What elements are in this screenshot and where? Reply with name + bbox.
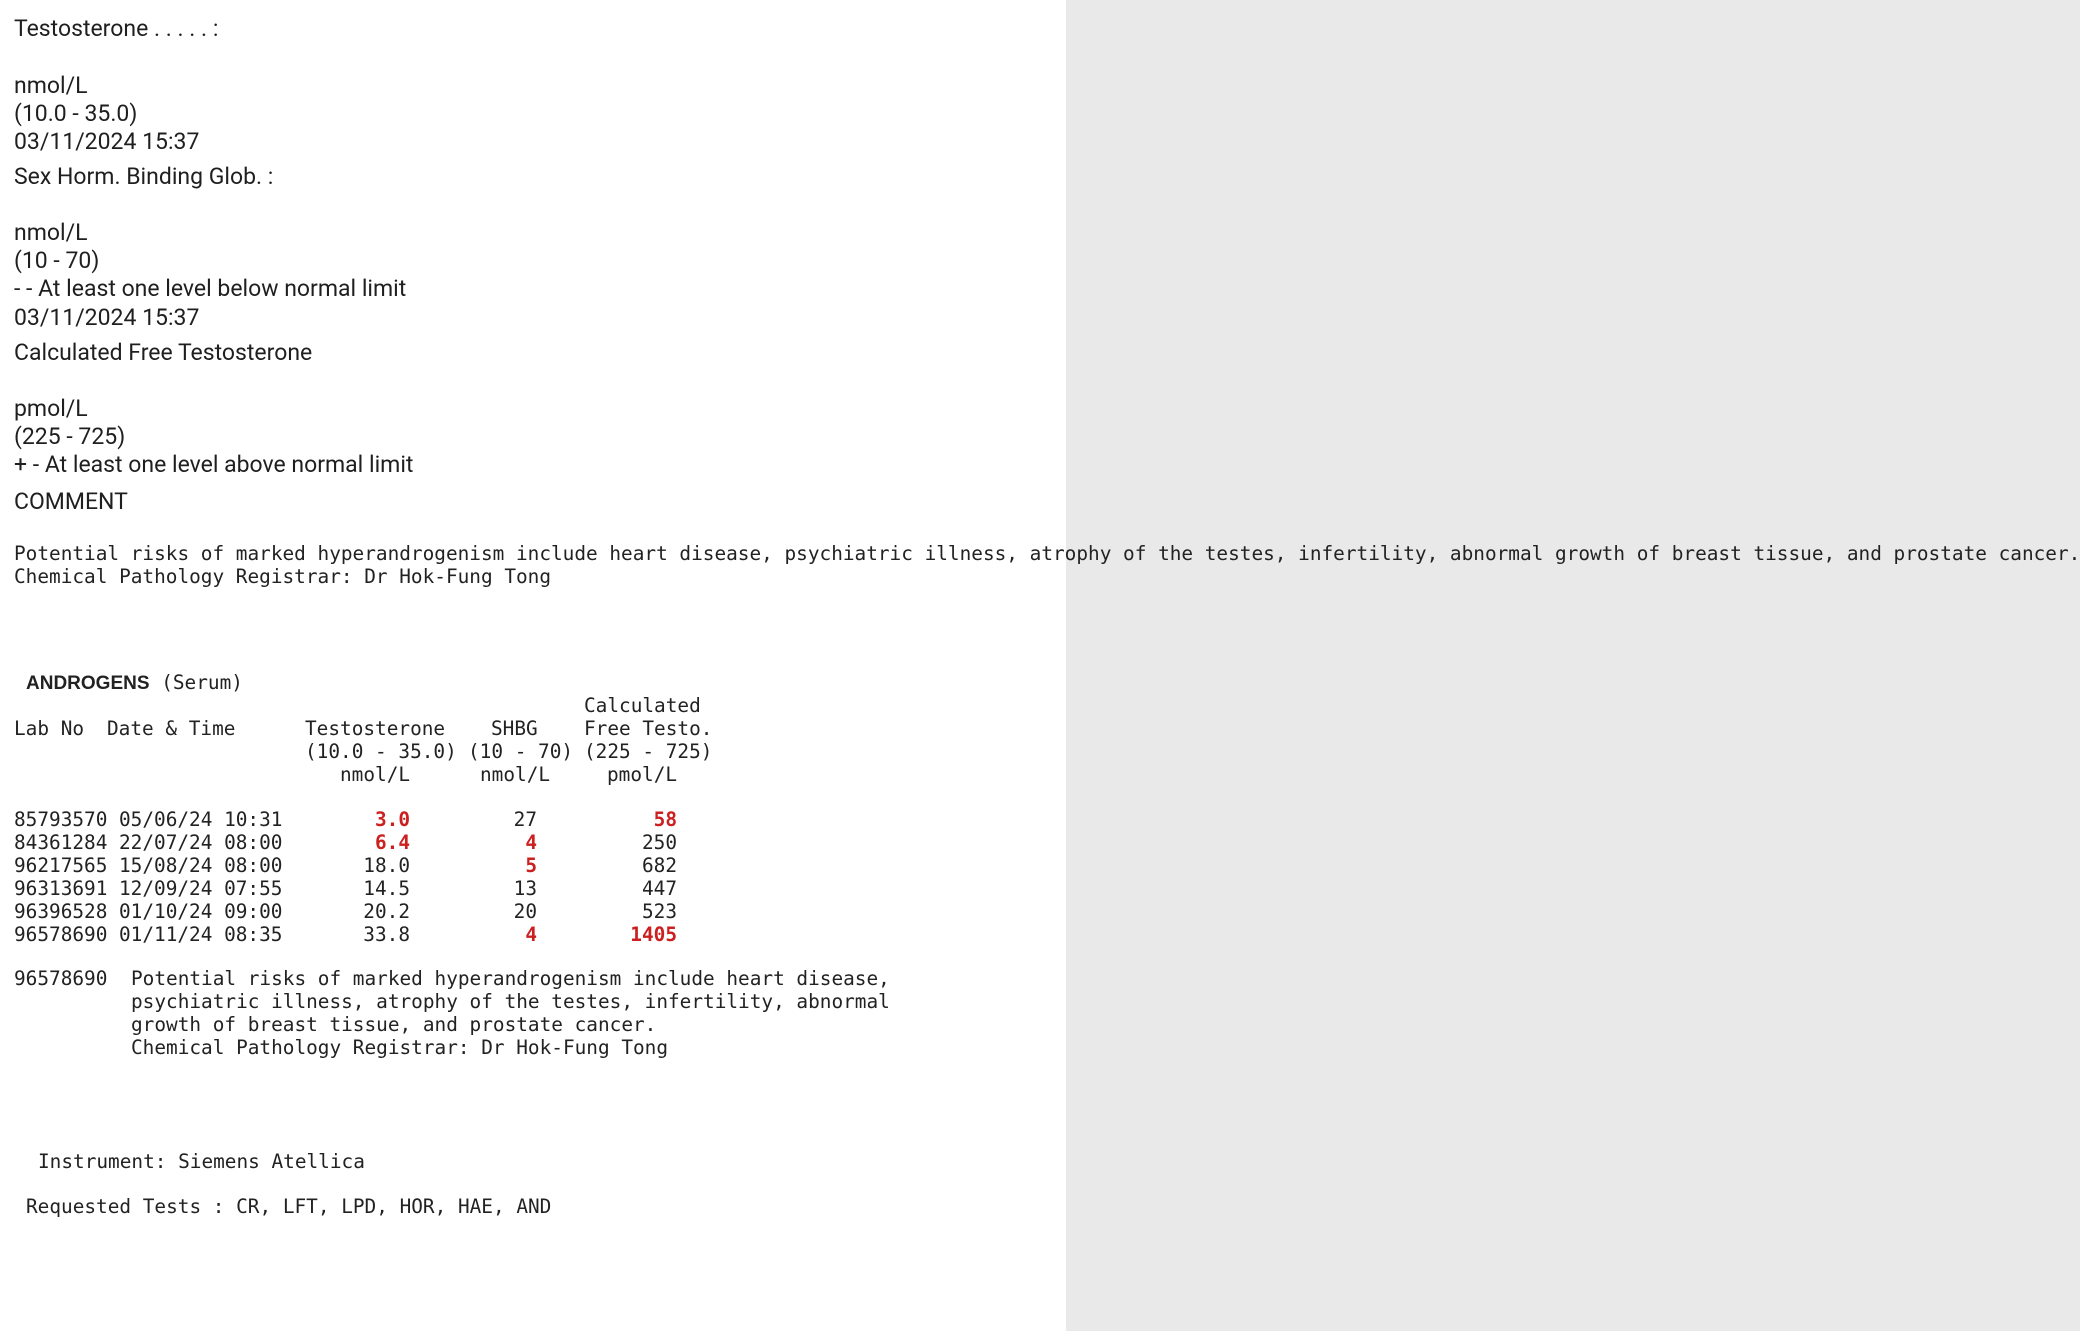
testosterone-unit: nmol/L	[14, 72, 88, 99]
row-testosterone-value: 14.5	[363, 877, 410, 900]
free-testosterone-range: (225 - 725)	[14, 423, 126, 450]
table-row	[0, 900, 1066, 923]
col-unit-shbg: nmol/L	[480, 763, 551, 786]
table-comment-line-3: growth of breast tissue, and prostate cancer.	[131, 1013, 657, 1036]
row-shbg-value: 20	[513, 900, 537, 923]
shbg-unit: nmol/L	[14, 219, 88, 246]
row-date-time: 01/10/24 09:00	[119, 900, 283, 923]
col-unit-testosterone: nmol/L	[340, 763, 411, 786]
row-testosterone-value: 20.2	[363, 900, 410, 923]
row-lab-no: 84361284	[14, 831, 108, 854]
row-free-testo-value: 682	[641, 854, 677, 877]
row-date-time: 22/07/24 08:00	[119, 831, 283, 854]
androgens-title-main: ANDROGENS	[26, 673, 150, 694]
row-testosterone-value: 3.0	[374, 808, 410, 831]
androgens-title	[26, 671, 243, 695]
comment-text: Potential risks of marked hyperandrogenism include heart disease, psychiatric illness, atrophy of the testes, infertility, abnormal growth of breast tissue, and prostate cancer.	[14, 542, 2080, 565]
table-comment-line-1: Potential risks of marked hyperandrogenism include heart disease,	[131, 967, 890, 990]
table-row	[0, 808, 1066, 831]
row-free-testo-value: 1405	[630, 923, 677, 946]
col-header-calculated: Calculated	[584, 694, 701, 717]
row-testosterone-value: 6.4	[374, 831, 410, 854]
row-lab-no: 96313691	[14, 877, 108, 900]
table-row	[0, 854, 1066, 877]
shbg-flag-note: - - At least one level below normal limit	[14, 275, 407, 302]
table-comment-line-4: Chemical Pathology Registrar: Dr Hok-Fung Tong	[131, 1036, 669, 1059]
row-lab-no: 96578690	[14, 923, 108, 946]
row-date-time: 15/08/24 08:00	[119, 854, 283, 877]
col-header-lab-no: Lab No	[14, 717, 85, 740]
free-testosterone-unit: pmol/L	[14, 395, 88, 422]
col-range-shbg: (10 - 70)	[468, 740, 574, 763]
col-unit-free-testo: pmol/L	[607, 763, 678, 786]
row-free-testo-value: 58	[653, 808, 677, 831]
table-row	[0, 923, 1066, 946]
table-comment-line-2: psychiatric illness, atrophy of the testes, infertility, abnormal	[131, 990, 890, 1013]
shbg-datetime: 03/11/2024 15:37	[14, 304, 200, 331]
row-free-testo-value: 523	[641, 900, 677, 923]
row-lab-no: 85793570	[14, 808, 108, 831]
row-free-testo-value: 447	[641, 877, 677, 900]
requested-tests-line: Requested Tests : CR, LFT, LPD, HOR, HAE, AND	[26, 1195, 552, 1218]
free-testosterone-flag-note: + - At least one level above normal limit	[14, 451, 414, 478]
row-lab-no: 96217565	[14, 854, 108, 877]
row-shbg-value: 27	[513, 808, 537, 831]
row-date-time: 05/06/24 10:31	[119, 808, 283, 831]
row-free-testo-value: 250	[641, 831, 677, 854]
col-range-testosterone: (10.0 - 35.0)	[305, 740, 457, 763]
comment-heading: COMMENT	[14, 488, 128, 515]
testosterone-datetime: 03/11/2024 15:37	[14, 128, 200, 155]
col-range-free-testo: (225 - 725)	[584, 740, 713, 763]
testosterone-label: Testosterone . . . . . :	[14, 15, 219, 42]
row-lab-no: 96396528	[14, 900, 108, 923]
row-date-time: 01/11/24 08:35	[119, 923, 283, 946]
shbg-range: (10 - 70)	[14, 247, 100, 274]
row-shbg-value: 5	[525, 854, 537, 877]
col-header-testosterone: Testosterone	[305, 717, 446, 740]
row-shbg-value: 13	[513, 877, 537, 900]
instrument-line: Instrument: Siemens Atellica	[38, 1150, 365, 1173]
row-shbg-value: 4	[525, 831, 537, 854]
testosterone-range: (10.0 - 35.0)	[14, 100, 138, 127]
row-testosterone-value: 33.8	[363, 923, 410, 946]
table-row	[0, 831, 1066, 854]
col-header-shbg: SHBG	[491, 717, 538, 740]
row-shbg-value: 4	[525, 923, 537, 946]
free-testosterone-label: Calculated Free Testosterone	[14, 339, 313, 366]
comment-registrar: Chemical Pathology Registrar: Dr Hok-Fung Tong	[14, 565, 552, 588]
col-header-free-testo: Free Testo.	[584, 717, 713, 740]
table-row	[0, 877, 1066, 900]
row-date-time: 12/09/24 07:55	[119, 877, 283, 900]
androgens-rows	[0, 808, 1066, 948]
shbg-label: Sex Horm. Binding Glob. :	[14, 163, 274, 190]
androgens-title-specimen: (Serum)	[161, 671, 243, 694]
row-testosterone-value: 18.0	[363, 854, 410, 877]
table-comment-lab-no: 96578690	[14, 967, 108, 990]
col-header-date-time: Date & Time	[107, 717, 236, 740]
